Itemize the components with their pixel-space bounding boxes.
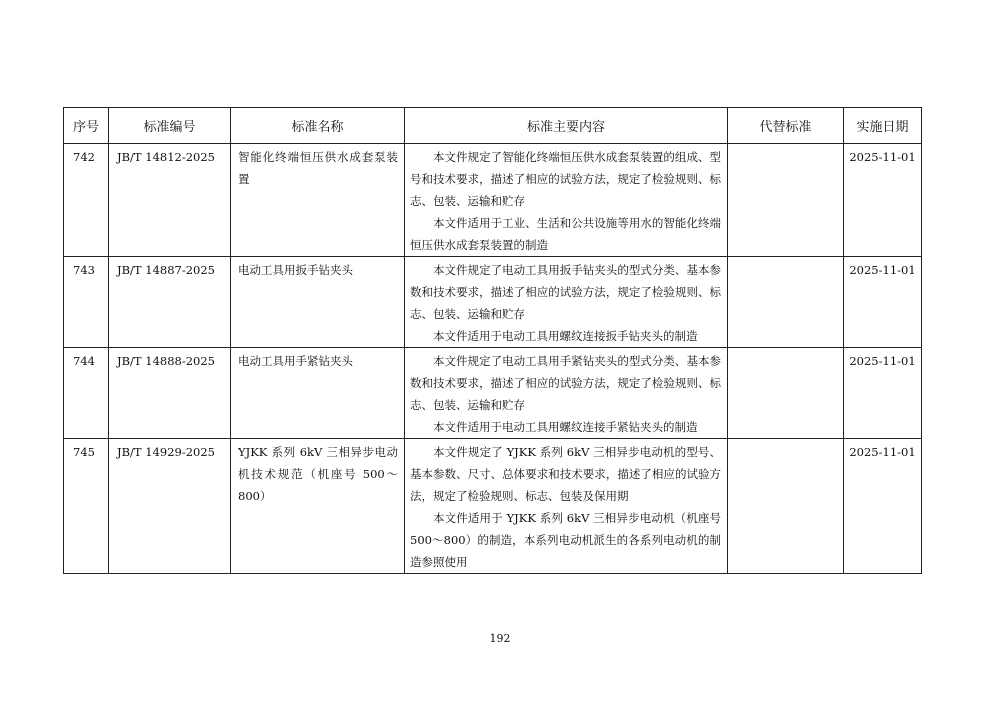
content-paragraph: 本文件规定了电动工具用扳手钻夹头的型式分类、基本参数和技术要求，描述了相应的试验方法，规定了检验规则、标志、包装、运输和贮存 xyxy=(410,263,721,321)
row-date: 2025-11-01 xyxy=(844,439,922,574)
row-replaces xyxy=(728,439,844,574)
content-paragraph: 本文件适用于工业、生活和公共设施等用水的智能化终端恒压供水成套泵装置的制造 xyxy=(410,216,721,252)
row-code: JB/T 14929-2025 xyxy=(109,439,231,574)
table-row xyxy=(64,144,922,257)
row-seq: 745 xyxy=(64,439,109,574)
row-seq: 742 xyxy=(64,144,109,257)
row-date: 2025-11-01 xyxy=(844,257,922,348)
row-seq: 743 xyxy=(64,257,109,348)
content-paragraph: 本文件规定了智能化终端恒压供水成套泵装置的组成、型号和技术要求，描述了相应的试验方法，规定了检验规则、标志、包装、运输和贮存 xyxy=(410,150,721,208)
header-seq: 序号 xyxy=(64,108,109,144)
content-paragraph: 本文件规定了电动工具用手紧钻夹头的型式分类、基本参数和技术要求，描述了相应的试验方法，规定了检验规则、标志、包装、运输和贮存 xyxy=(410,354,721,412)
content-paragraph: 本文件适用于 YJKK 系列 6kV 三相异步电动机（机座号 500～800）的制造，本系列电动机派生的各系列电动机的制造参照使用 xyxy=(410,511,721,569)
header-date: 实施日期 xyxy=(844,108,922,144)
row-content xyxy=(405,439,728,574)
row-replaces xyxy=(728,257,844,348)
row-name: 电动工具用手紧钻夹头 xyxy=(231,348,405,439)
table-row xyxy=(64,257,922,348)
header-code: 标准编号 xyxy=(109,108,231,144)
row-replaces xyxy=(728,348,844,439)
header-replaces: 代替标准 xyxy=(728,108,844,144)
content-paragraph: 本文件适用于电动工具用螺纹连接扳手钻夹头的制造 xyxy=(433,329,698,343)
table-header-row xyxy=(64,108,922,144)
row-content xyxy=(405,257,728,348)
row-name: 智能化终端恒压供水成套泵装置 xyxy=(231,144,405,257)
row-code: JB/T 14888-2025 xyxy=(109,348,231,439)
standards-table xyxy=(63,107,922,574)
page-number: 192 xyxy=(489,632,511,645)
row-content xyxy=(405,348,728,439)
row-date: 2025-11-01 xyxy=(844,348,922,439)
row-code: JB/T 14812-2025 xyxy=(109,144,231,257)
row-name: YJKK 系列 6kV 三相异步电动机技术规范（机座号 500～800） xyxy=(231,439,405,574)
header-name: 标准名称 xyxy=(231,108,405,144)
content-paragraph: 本文件规定了 YJKK 系列 6kV 三相异步电动机的型号、基本参数、尺寸、总体要求和技术要求，描述了相应的试验方法，规定了检验规则、标志、包装及保用期 xyxy=(410,445,721,503)
row-name: 电动工具用扳手钻夹头 xyxy=(231,257,405,348)
table-row xyxy=(64,348,922,439)
row-content xyxy=(405,144,728,257)
content-paragraph: 本文件适用于电动工具用螺纹连接手紧钻夹头的制造 xyxy=(433,420,698,434)
row-date: 2025-11-01 xyxy=(844,144,922,257)
header-content: 标准主要内容 xyxy=(405,108,728,144)
table-row xyxy=(64,439,922,574)
row-code: JB/T 14887-2025 xyxy=(109,257,231,348)
row-replaces xyxy=(728,144,844,257)
row-seq: 744 xyxy=(64,348,109,439)
